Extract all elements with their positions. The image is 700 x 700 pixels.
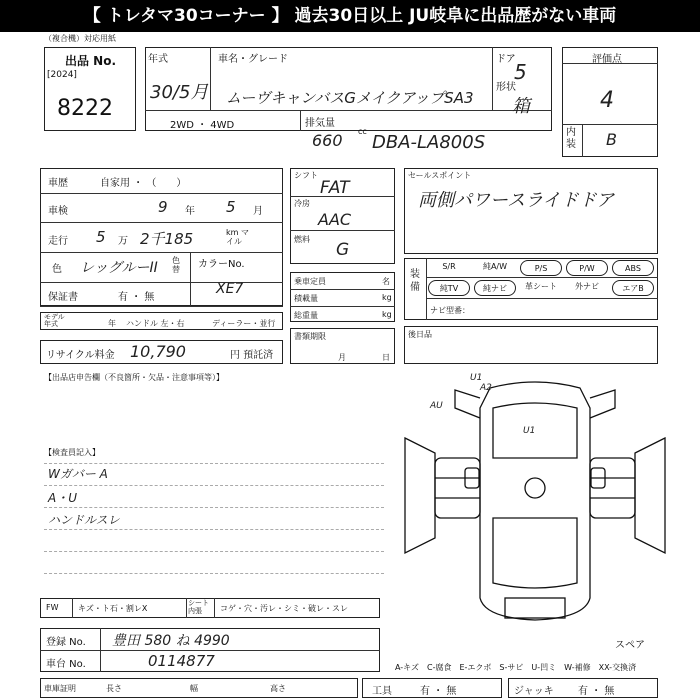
- recycle-value: 10,790: [130, 342, 186, 361]
- report-line-3: ハンドルスレ: [48, 513, 120, 527]
- color-value: レッグルーII: [80, 260, 158, 276]
- color-no-label: カラーNo.: [198, 259, 245, 270]
- score-value: 4: [600, 88, 614, 113]
- equipment-item: 純TV: [428, 280, 470, 296]
- equipment-item: ABS: [612, 260, 654, 276]
- color-change: 色替: [172, 256, 180, 274]
- recycle-label: リサイクル料金: [46, 350, 115, 361]
- rear-items-box: [404, 326, 658, 364]
- spare-label: スペア: [615, 640, 645, 651]
- lot-box: [44, 47, 136, 131]
- equipment-item: 外ナビ: [575, 282, 599, 291]
- inspection-month-unit: 月: [253, 206, 263, 217]
- report-line-2: A・U: [48, 491, 77, 505]
- mileage-label: 走行: [48, 236, 68, 247]
- seat-label: シート 内張: [188, 599, 209, 615]
- ac-value: AAC: [318, 210, 352, 229]
- inspection-label: 車検: [48, 206, 68, 217]
- jack-label: ジャッキ: [514, 686, 554, 697]
- tools-value: 有 ・ 無: [420, 686, 457, 697]
- diagram-mark-4: U1: [523, 426, 536, 436]
- model-value: DBA-LA800S: [372, 132, 486, 153]
- recycle-unit: 円 預託済: [230, 350, 274, 361]
- history-label: 車歴: [48, 178, 68, 189]
- equipment-item: P/S: [520, 260, 562, 276]
- cert-label: 車庫証明: [44, 684, 76, 693]
- weight-label: 総重量: [294, 311, 318, 320]
- docs-label: 書類期限: [294, 332, 326, 341]
- shape-value: 箱: [512, 96, 530, 117]
- equipment-item: 革シート: [525, 282, 557, 291]
- report-line-1: Wガバー A: [48, 467, 108, 481]
- fuel-value: G: [336, 240, 350, 260]
- model-year-unit: 年: [108, 319, 116, 328]
- displacement-unit: cc: [358, 127, 367, 136]
- inspection-month: 5: [226, 198, 236, 216]
- name-value: ムーヴキャンバスGメイクアップSA3: [226, 89, 474, 107]
- equipment-item: P/W: [566, 260, 608, 276]
- banner: 【 トレタマ30コーナー 】 過去30日以上 JU岐阜に出品歴がない車両: [0, 0, 700, 32]
- drive-label: 2WD ・ 4WD: [170, 120, 235, 131]
- load-unit: kg: [382, 293, 392, 302]
- docs-month: 月: [338, 353, 346, 362]
- height-label: 高さ: [270, 684, 286, 693]
- dealer-label: ディーラー・並行: [212, 319, 276, 328]
- displacement-label: 排気量: [305, 118, 335, 129]
- load-label: 積載量: [294, 294, 318, 303]
- doors-label: ドア: [496, 54, 516, 65]
- tools-label: 工具: [372, 686, 392, 697]
- car-damage-diagram: [395, 368, 685, 653]
- damage-code-legend: A-キズ C-腐食 E-エクボ S-サビ U-凹ミ W-補修 XX-交換済: [395, 663, 637, 672]
- seat-codes: コゲ・穴・汚レ・シミ・破レ・スレ: [220, 604, 348, 613]
- chassis-value: 0114877: [148, 652, 215, 670]
- lot-number: 8222: [57, 96, 113, 121]
- width-label: 幅: [190, 684, 198, 693]
- weight-unit: kg: [382, 310, 392, 319]
- equipment-label: 装備: [410, 269, 420, 293]
- navi-label: ナビ型番：: [430, 306, 470, 315]
- mileage-rest: 2千185: [140, 230, 194, 248]
- notice-label: 【出品店申告欄（不良箇所・欠品・注意事項等）】: [44, 373, 224, 382]
- interior-value: B: [606, 130, 617, 149]
- garage-cert-box: [40, 678, 358, 698]
- mileage-man-unit: 万: [118, 236, 128, 247]
- chassis-label: 車台 No.: [46, 659, 86, 670]
- model-year-label: モデル年式: [44, 313, 65, 328]
- fuel-label: 燃料: [294, 235, 310, 244]
- fw-codes: キズ・ト石・割レX: [78, 604, 148, 613]
- diagram-mark-2: A2: [480, 383, 492, 393]
- reg-label: 登録 No.: [46, 637, 86, 648]
- inspection-year: 9: [158, 198, 168, 216]
- lot-label: 出品 No.: [65, 54, 117, 68]
- score-label: 評価点: [592, 54, 622, 65]
- year-label: 年式: [148, 54, 168, 65]
- mileage-man: 5: [96, 228, 106, 246]
- shift-label: シフト: [294, 171, 318, 180]
- fw-label: FW: [46, 603, 59, 612]
- warranty-label: 保証書: [48, 292, 78, 303]
- capacity-label: 乗車定員: [294, 277, 326, 286]
- lot-year-badge: [2024]: [47, 70, 77, 80]
- diagram-mark-3: AU: [430, 401, 443, 411]
- equipment-item: 純A/W: [482, 262, 508, 271]
- docs-day: 日: [382, 353, 390, 362]
- ac-label: 冷房: [294, 199, 310, 208]
- equipment-item: S/R: [442, 262, 456, 271]
- inspector-label: 【検査員記入】: [44, 448, 100, 457]
- shape-label: 形状: [496, 82, 516, 93]
- interior-label: 内装: [566, 127, 576, 150]
- jack-value: 有 ・ 無: [578, 686, 615, 697]
- color-label: 色: [52, 264, 62, 275]
- name-label: 車名・グレード: [218, 54, 288, 65]
- year-value: 30/5月: [150, 82, 209, 103]
- sales-point-label: セールスポイント: [408, 171, 472, 180]
- handle-label: ハンドル 左・右: [126, 319, 185, 328]
- form-subtitle: （複合機）対応用紙: [44, 34, 116, 43]
- equipment-item: エアB: [612, 280, 654, 296]
- diagram-mark-1: U1: [470, 373, 483, 383]
- equipment-item: 純ナビ: [474, 280, 516, 296]
- rear-label: 後日品: [408, 330, 432, 339]
- length-label: 長さ: [106, 684, 122, 693]
- history-options: 自家用 ・ （ ）: [100, 178, 187, 189]
- inspection-year-unit: 年: [185, 206, 195, 217]
- displacement-value: 660: [312, 131, 343, 150]
- color-no-value: XE7: [216, 281, 244, 297]
- mileage-unit: km マイル: [226, 228, 249, 246]
- warranty-value: 有 ・ 無: [118, 292, 155, 303]
- shift-value: FAT: [320, 178, 350, 198]
- doors-value: 5: [514, 60, 527, 84]
- reg-value: 豊田 580 ね 4990: [112, 633, 230, 649]
- sales-point-value: 両側パワースライドドア: [418, 190, 615, 211]
- capacity-unit: 名: [382, 277, 390, 286]
